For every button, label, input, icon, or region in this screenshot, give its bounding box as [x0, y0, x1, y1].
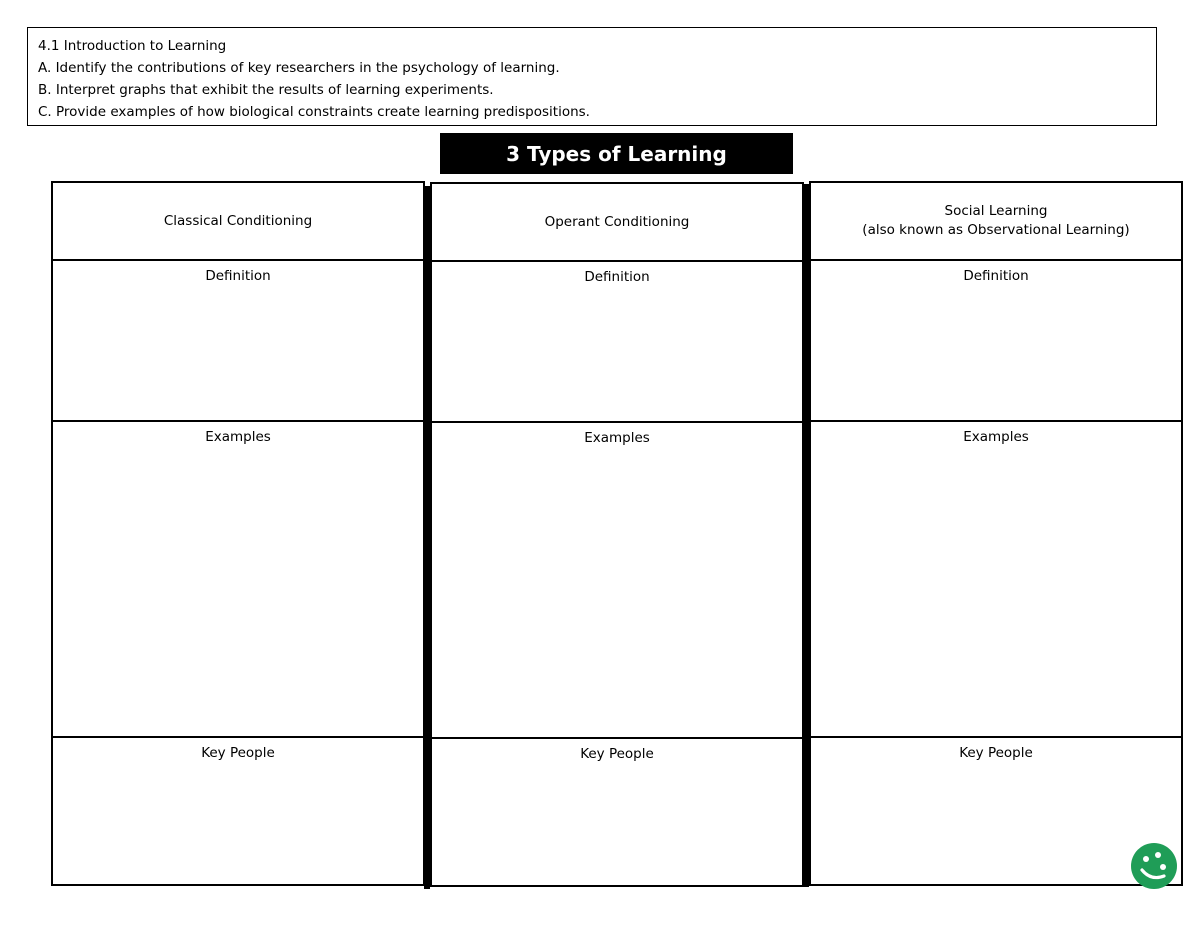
objective-b: B. Interpret graphs that exhibit the results of learning experiments. [38, 82, 494, 98]
definition-cell[interactable] [432, 260, 802, 421]
page-title: 3 Types of Learning [440, 133, 793, 174]
examples-label: Examples [584, 430, 650, 446]
column-header-title: Classical Conditioning [163, 212, 313, 229]
column-header-subtitle: (also known as Observational Learning) [862, 222, 1130, 238]
column-divider-left [424, 186, 430, 889]
key-people-cell[interactable] [432, 737, 802, 885]
objective-a: A. Identify the contributions of key researchers in the psychology of learning. [38, 60, 560, 76]
examples-cell[interactable] [432, 421, 802, 737]
objective-c: C. Provide examples of how biological constraints create learning predispositions. [38, 104, 590, 120]
column-divider-right [802, 184, 809, 887]
column-classical-conditioning [51, 181, 425, 886]
examples-label: Examples [963, 429, 1029, 445]
definition-label: Definition [963, 268, 1029, 284]
definition-cell[interactable] [53, 259, 423, 420]
objectives-box [27, 27, 1157, 126]
smiley-logo-icon [1131, 843, 1177, 889]
key-people-label: Key People [580, 746, 654, 762]
objectives-heading: 4.1 Introduction to Learning [38, 38, 227, 54]
examples-label: Examples [205, 429, 271, 445]
column-header [53, 183, 423, 259]
column-operant-conditioning [430, 182, 804, 887]
key-people-cell[interactable] [53, 736, 423, 884]
column-social-learning [809, 181, 1183, 886]
definition-label: Definition [584, 269, 650, 285]
key-people-cell[interactable] [811, 736, 1181, 884]
examples-cell[interactable] [53, 420, 423, 736]
column-header [811, 183, 1181, 259]
key-people-label: Key People [201, 745, 275, 761]
column-header [432, 184, 802, 260]
examples-cell[interactable] [811, 420, 1181, 736]
column-header-title: Operant Conditioning [544, 213, 690, 230]
definition-cell[interactable] [811, 259, 1181, 420]
definition-label: Definition [205, 268, 271, 284]
column-header-title: Social Learning [944, 203, 1048, 219]
key-people-label: Key People [959, 745, 1033, 761]
